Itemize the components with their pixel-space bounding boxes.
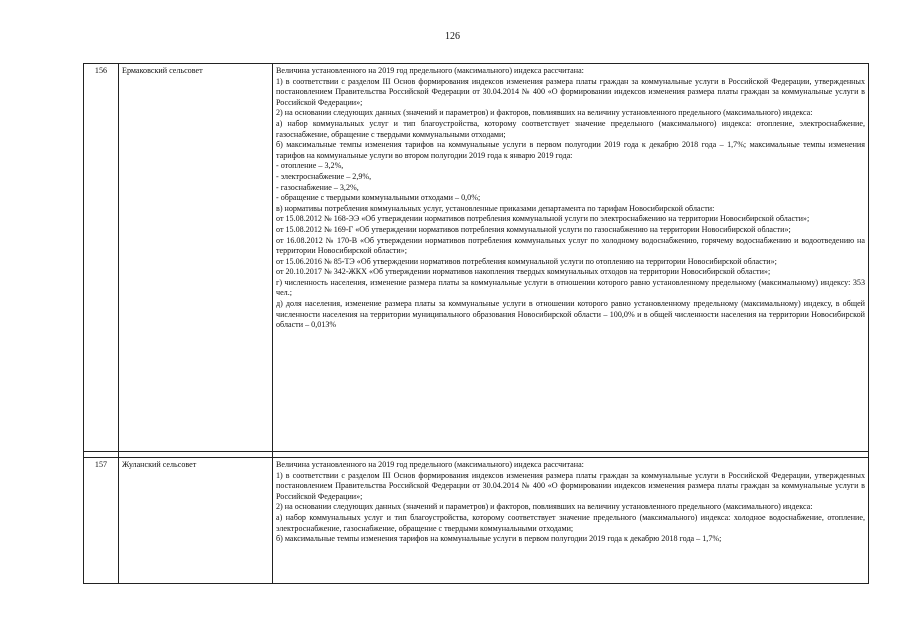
- content-line: б) максимальные темпы изменения тарифов на коммунальные услуги в первом полугодии 2019 года к декабрю 2018 года – 1,7%;: [276, 534, 722, 544]
- row-content: [273, 64, 869, 452]
- content-line: д) доля населения, изменение размера платы за коммунальные услуги в отношении которого равно установленному предельному (максимальному) индексу, в общей численности населения на территории муниципального образования Новосибирской области – 100,0% и в общей численности населения на территории Новосибирской области – 0,013%: [276, 299, 865, 330]
- page-number: 126: [445, 31, 460, 42]
- content-line: - обращение с твердыми коммунальными отходами – 0,0%;: [276, 193, 481, 203]
- content-line: в) нормативы потребления коммунальных услуг, установленные приказами департамента по тарифам Новосибирской области:: [276, 203, 715, 213]
- content-line: от 16.08.2012 № 170-В «Об утверждении нормативов потребления коммунальных услуг по холодному водоснабжению, горячему водоснабжению и водоотведению на территории Новосибирской области»;: [276, 235, 865, 256]
- index-table: [83, 63, 869, 584]
- content-line: 1) в соответствии с разделом III Основ формирования индексов изменения размера платы граждан за коммунальные услуги в Российской Федерации, утвержденных постановлением Правительства Российской Федерации от 30.04.2014 № 400 «О формировании индексов изменения размера платы граждан за коммунальные услуги в Российской Федерации»;: [276, 470, 865, 501]
- municipality-name: Ермаковский сельсовет: [119, 64, 273, 452]
- row-number: 156: [84, 64, 119, 452]
- table-row: [84, 458, 869, 584]
- municipality-name: Жуланский сельсовет: [119, 458, 273, 584]
- content-line: от 15.08.2012 № 168-ЭЭ «Об утверждении нормативов потребления коммунальной услуги по электроснабжению на территории Новосибирской области»;: [276, 214, 810, 224]
- content-line: - электроснабжение – 2,9%,: [276, 171, 372, 181]
- content-line: - отопление – 3,2%,: [276, 161, 344, 171]
- content-line: 2) на основании следующих данных (значений и параметров) и факторов, повлиявших на величину установленного предельного (максимального) индекса:: [276, 108, 813, 118]
- content-line: Величина установленного на 2019 год предельного (максимального) индекса рассчитана:: [276, 460, 584, 469]
- content-line: 1) в соответствии с разделом III Основ формирования индексов изменения размера платы граждан за коммунальные услуги в Российской Федерации, утвержденных постановлением Правительства Российской Федерации от 30.04.2014 № 400 «О формировании индексов изменения размера платы граждан за коммунальные услуги в Российской Федерации»;: [276, 76, 865, 107]
- row-number: 157: [84, 458, 119, 584]
- content-line: от 20.10.2017 № 342-ЖКХ «Об утверждении нормативов накопления твердых коммунальных отходов на территории Новосибирской области»;: [276, 267, 771, 277]
- content-line: а) набор коммунальных услуг и тип благоустройства, которому соответствует значение предельного (максимального) индекса: холодное водоснабжение, отопление, электроснабжение, газоснабжение, обращение с твердыми коммунальными отходами;: [276, 512, 865, 533]
- table-row: [84, 64, 869, 452]
- content-line: г) численность населения, изменение размера платы за коммунальные услуги в отношении которого равно установленному предельному (максимальному) индексу: 353 чел.;: [276, 277, 865, 298]
- content-line: от 15.06.2016 № 85-ТЭ «Об утверждении нормативов потребления коммунальной услуги по отоплению на территории Новосибирской области»;: [276, 256, 777, 266]
- content-line: от 15.08.2012 № 169-Г «Об утверждении нормативов потребления коммунальной услуги по газоснабжению на территории Новосибирской области»;: [276, 224, 791, 234]
- content-line: Величина установленного на 2019 год предельного (максимального) индекса рассчитана:: [276, 66, 584, 75]
- content-line: а) набор коммунальных услуг и тип благоустройства, которому соответствует значение предельного (максимального) индекса: отопление, электроснабжение, газоснабжение, обращение с твердыми коммунальными отходами;: [276, 118, 865, 139]
- content-line: - газоснабжение – 3,2%,: [276, 182, 359, 192]
- content-line: б) максимальные темпы изменения тарифов на коммунальные услуги в первом полугодии 2019 года к декабрю 2018 года – 1,7%; максимальные темпы изменения тарифов на коммунальные услуги во втором полугодии 2019 года к январю 2019 года:: [276, 140, 865, 160]
- row-content: [273, 458, 869, 584]
- content-line: 2) на основании следующих данных (значений и параметров) и факторов, повлиявших на величину установленного предельного (максимального) индекса:: [276, 502, 813, 512]
